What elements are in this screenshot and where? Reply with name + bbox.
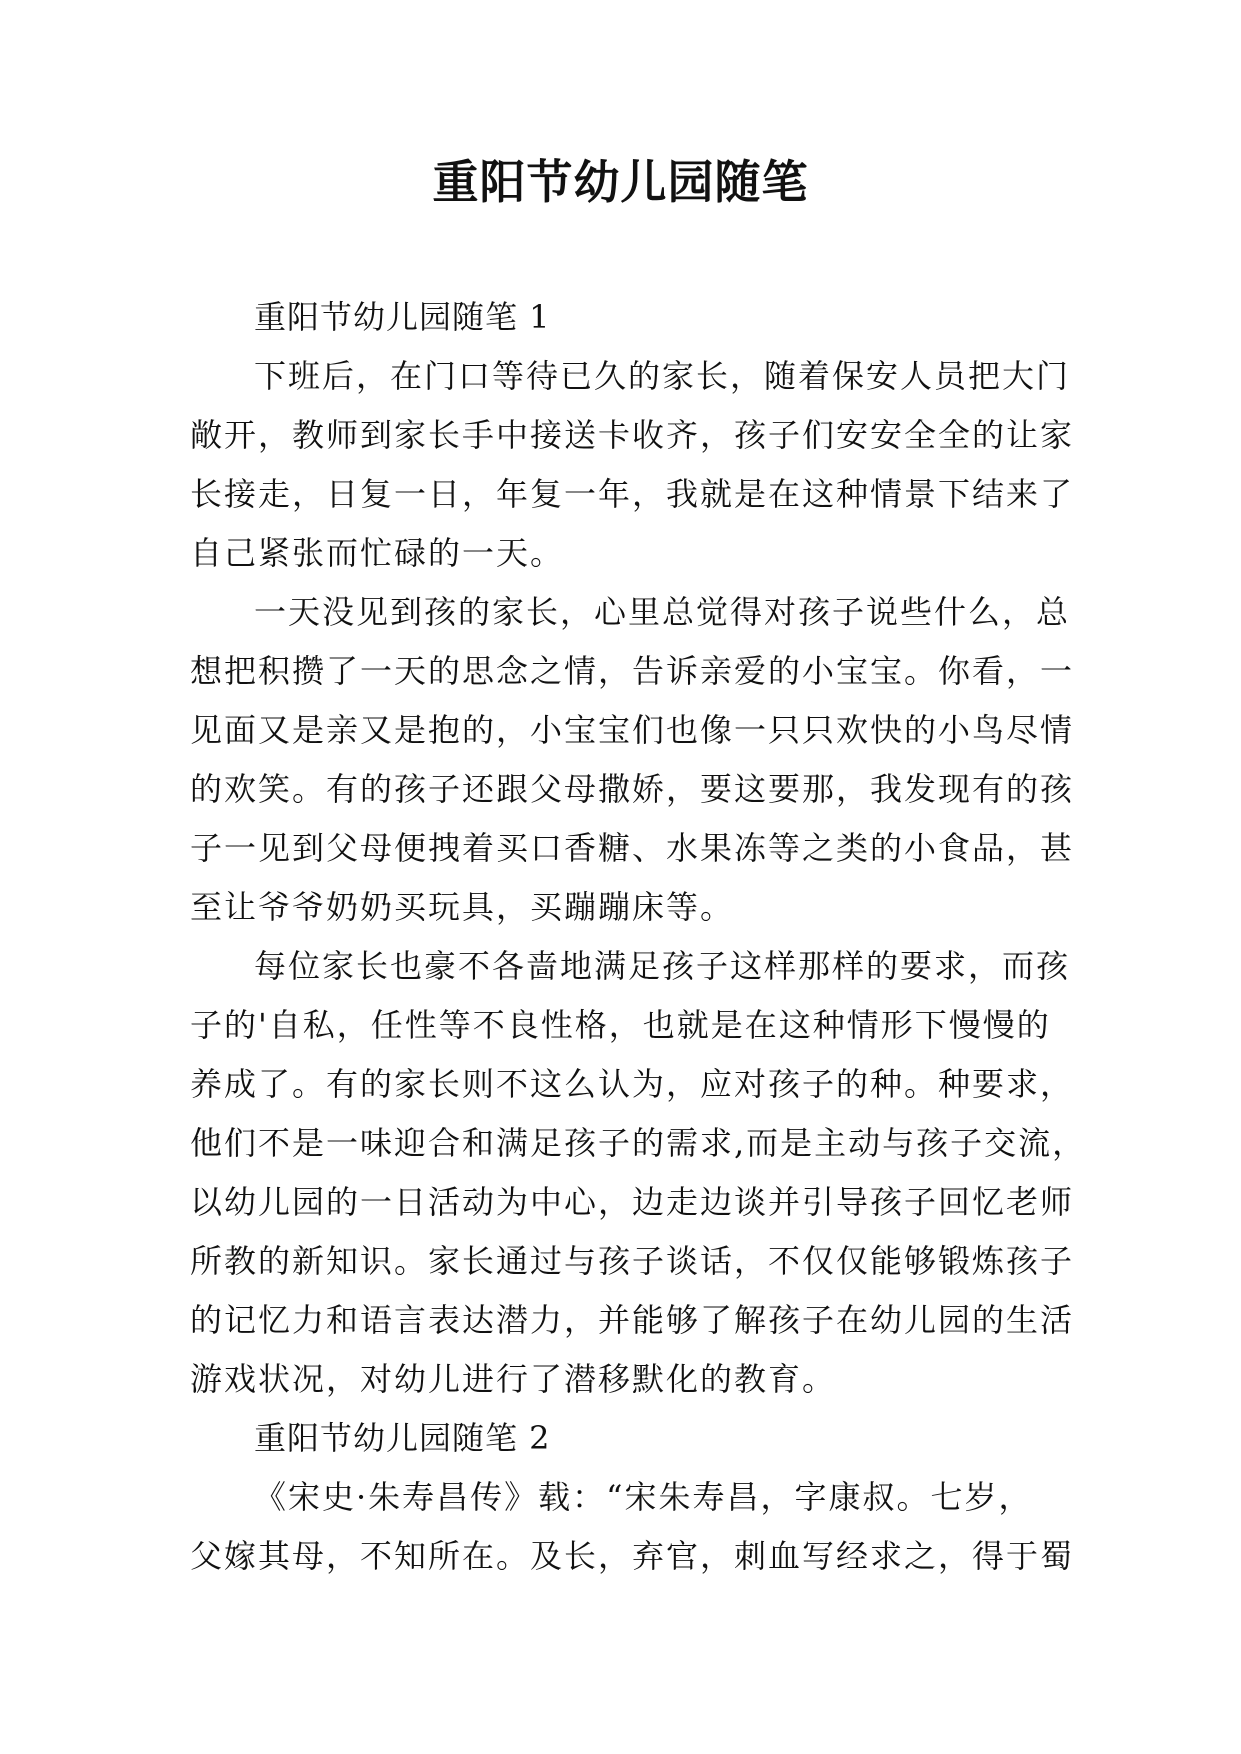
text-line: 的记忆力和语言表达潜力，并能够了解孩子在幼儿园的生活 <box>190 1301 1075 1339</box>
text-line: 《宋史·朱寿昌传》载：“宋朱寿昌，字康叔。七岁， <box>254 1478 1033 1516</box>
text-line: 子一见到父母便拽着买口香糖、水果冻等之类的小食品，甚 <box>190 829 1075 867</box>
text-line: 每位家长也豪不各啬地满足孩子这样那样的要求，而孩 <box>254 947 1071 985</box>
text-line: 长接走，日复一日，年复一年，我就是在这种情景下结来了 <box>190 475 1075 513</box>
document-title: 重阳节幼儿园随笔 <box>432 155 809 209</box>
text-line: 至让爷爷奶奶买玩具，买蹦蹦床等。 <box>190 888 735 926</box>
text-line: 游戏状况，对幼儿进行了潜移默化的教育。 <box>190 1360 837 1398</box>
text-line: 子的'自私，任性等不良性格，也就是在这种情形下慢慢的 <box>190 1006 1051 1044</box>
text-line: 父嫁其母，不知所在。及长，弃官，刺血写经求之，得于蜀 <box>190 1537 1075 1575</box>
text-line: 想把积攒了一天的思念之情，告诉亲爱的小宝宝。你看，一 <box>190 652 1075 690</box>
document-body <box>190 288 1087 1586</box>
section-heading-1: 重阳节幼儿园随笔 1 <box>254 298 551 336</box>
text-line: 他们不是一味迎合和满足孩子的需求,而是主动与孩子交流， <box>190 1124 1087 1162</box>
section-heading-2: 重阳节幼儿园随笔 2 <box>254 1419 551 1457</box>
text-line: 敞开，教师到家长手中接送卡收齐，孩子们安安全全的让家 <box>190 416 1075 454</box>
text-line: 一天没见到孩的家长，心里总觉得对孩子说些什么，总 <box>254 593 1071 631</box>
text-line: 所教的新知识。家长通过与孩子谈话，不仅仅能够锻炼孩子 <box>190 1242 1075 1280</box>
text-line: 以幼儿园的一日活动为中心，边走边谈并引导孩子回忆老师 <box>190 1183 1075 1221</box>
text-line: 见面又是亲又是抱的，小宝宝们也像一只只欢快的小鸟尽情 <box>190 711 1075 749</box>
text-line: 养成了。有的家长则不这么认为，应对孩子的种。种要求， <box>190 1065 1075 1103</box>
text-line: 的欢笑。有的孩子还跟父母撒娇，要这要那，我发现有的孩 <box>190 770 1075 808</box>
text-line: 下班后，在门口等待已久的家长，随着保安人员把大门 <box>254 357 1071 395</box>
text-line: 自己紧张而忙碌的一天。 <box>190 534 565 572</box>
